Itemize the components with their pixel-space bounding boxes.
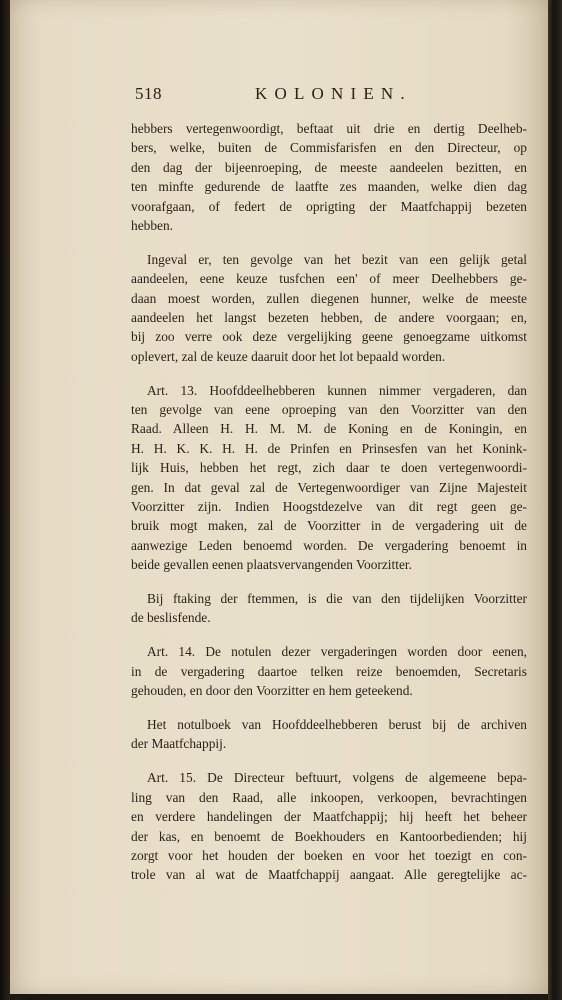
text-line: aandeelen het langst bezeten hebben, de andere voorgaan; en, (131, 310, 527, 326)
paragraph (131, 119, 527, 235)
text-line: de beslisfende. (131, 610, 211, 626)
text-line: aanwezige Leden benoemd worden. De vergadering benoemt in (131, 537, 527, 553)
book-spine-shadow (0, 0, 10, 1000)
text-line: hebben. (131, 217, 174, 233)
text-line: ling van den Raad, alle inkoopen, verkoopen, bevrachtingen (131, 789, 527, 805)
text-line: Ingeval er, ten gevolge van het bezit van een gelijk getal (147, 251, 527, 267)
page-number: 518 (135, 84, 162, 103)
paragraph (131, 715, 527, 754)
text-line: Het notulboek van Hoofddeelhebberen berust bij de archiven (147, 717, 527, 733)
paragraph (131, 381, 527, 575)
text-line: ten gevolge van eene oproeping van den Voorzitter van den (131, 402, 527, 418)
text-line: Art. 14. De notulen dezer vergaderingen worden door eenen, (147, 644, 527, 660)
text-line: den dag der bijeenroeping, de meeste aandeelen bezitten, en (131, 159, 527, 175)
text-line: Art. 13. Hoofddeelhebberen kunnen nimmer vergaderen, dan (147, 382, 527, 398)
text-line: aandeelen, eene keuze tusfchen een' of meer Deelhebbers ge- (131, 271, 527, 287)
text-line: en verdere handelingen der Maatfchappij; hij heeft het beheer (131, 809, 527, 825)
page-edge-right (548, 0, 562, 1000)
running-title: KOLONIEN. (255, 84, 412, 103)
text-line: bruik mogt maken, zal de Voorzitter in de vergadering uit de (131, 518, 527, 534)
text-line: voorafgaan, of federt de oprigting der Maatfchappij bezeten (131, 198, 527, 214)
text-line: hebbers vertegenwoordigt, beftaat uit drie en dertig Deelheb- (131, 121, 527, 136)
text-line: bij zoo verre ook deze vergelijking geene genoegzame uitkomst (131, 329, 527, 345)
text-line: Bij ftaking der ftemmen, is die van den tijdelijken Voorzitter (147, 591, 527, 607)
text-line: gehouden, en door den Voorzitter en hem geteekend. (131, 683, 413, 699)
text-line: ten minfte gedurende de laatfte zes maanden, welke dien dag (131, 179, 527, 195)
text-line: gen. In dat geval zal de Vertegenwoordiger van Zijne Majesteit (131, 479, 527, 495)
text-line: daan moest worden, zullen diegenen hunner, welke de meeste (131, 290, 527, 306)
text-line: lijk Huis, hebben het regt, zich daar te doen vertegenwoordi- (131, 460, 527, 476)
text-line: H. H. K. K. H. H. de Prinfen en Prinsesfen van het Konink- (131, 440, 527, 456)
text-line: zorgt voor het houden der boeken en voor het toezigt en con- (131, 847, 527, 863)
page-header (135, 84, 413, 108)
text-line: der kas, en benoemt de Boekhouders en Kantoorbedienden; hij (131, 828, 527, 844)
paragraph (131, 589, 527, 628)
text-line: Voorzitter zijn. Indien Hoogstdezelve van dit regt geen ge- (131, 499, 527, 515)
paragraph (131, 250, 527, 366)
text-line: trole van al wat de Maatfchappij aangaat. Alle geregtelijke ac- (131, 867, 527, 883)
text-line: in de vergadering daartoe telken reize benoemden, Secretaris (131, 663, 527, 679)
text-line: Raad. Alleen H. H. M. M. de Koning en de Koningin, en (131, 421, 527, 437)
text-line: bers, welke, buiten de Commisfarisfen en den Directeur, op (131, 140, 527, 156)
paragraph (131, 768, 527, 884)
text-line: oplevert, zal de keuze daaruit door het lot bepaald worden. (131, 348, 446, 364)
paragraph (131, 642, 527, 700)
text-line: beide gevallen eenen plaatsvervangenden Voorzitter. (131, 557, 412, 573)
body-text (131, 119, 527, 899)
text-line: Art. 15. De Directeur beftuurt, volgens de algemeene bepa- (147, 770, 527, 786)
text-line: der Maatfchappij. (131, 736, 227, 752)
